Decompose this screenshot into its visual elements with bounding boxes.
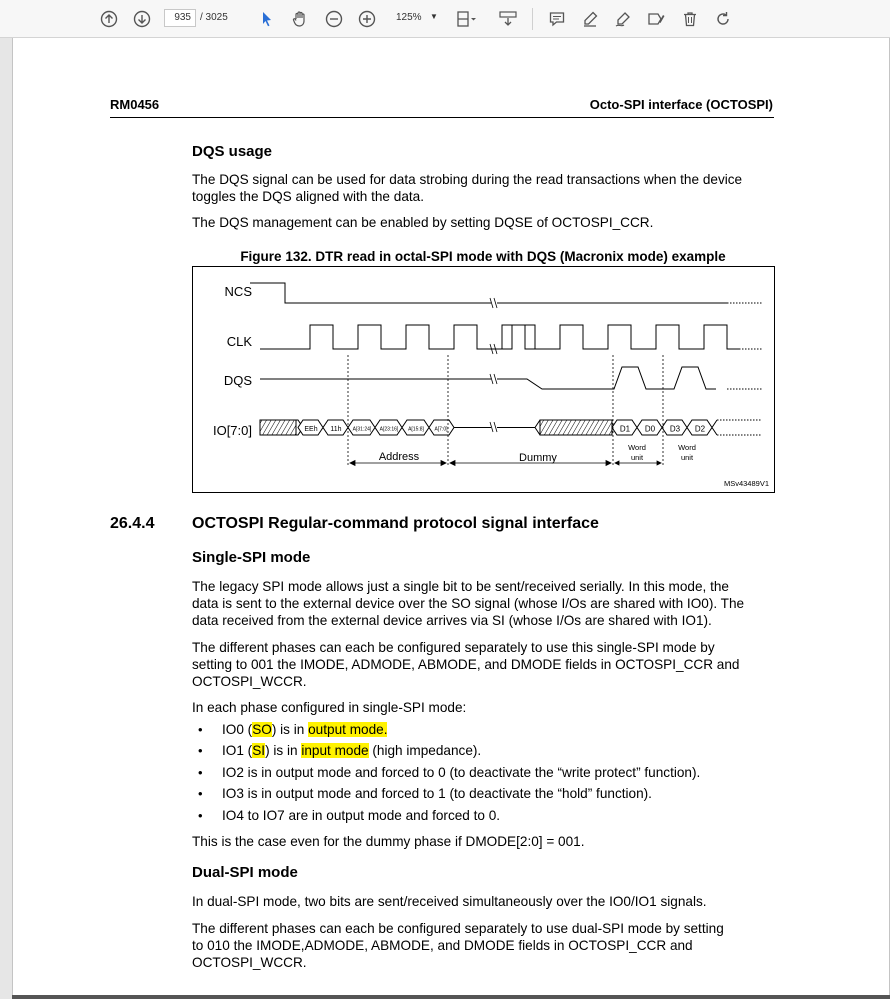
next-page-icon[interactable] [131,8,153,30]
pdf-toolbar [0,0,890,38]
dual-para-1: In dual-SPI mode, two bits are sent/received simultaneously over the IO0/IO1 signals. [192,894,707,909]
toolbar-divider [532,8,533,30]
single-para-1-line-3: data received from the external device arrives via SI (whose I/Os are shared with IO1). [192,613,712,628]
io-cell-d2: D2 [694,424,706,434]
word-unit-2-top: Word [678,443,696,452]
bullet-dot: • [198,743,203,758]
io-cell-a7-0: A[7:0] [434,426,448,433]
sign-icon[interactable] [612,8,634,30]
section-title: OCTOSPI Regular-command protocol signal interface [192,515,599,532]
single-para-4: This is the case even for the dummy phase if DMODE[2:0] = 001. [192,834,585,849]
section-header: Octo-SPI interface (OCTOSPI) [589,97,773,112]
doc-id: RM0456 [110,97,160,112]
io-cell-d3: D3 [669,424,681,434]
io-cell-eeh: EEh [304,426,318,433]
address-label: Address [378,451,420,463]
highlight-pen-icon[interactable] [579,8,601,30]
timing-diagram [192,266,775,493]
bullet-io4-7: IO4 to IO7 are in output mode and forced to 0. [222,808,501,823]
select-icon[interactable] [256,8,278,30]
dqs-para-1-line-1: The DQS signal can be used for data strobing during the read transactions when the device [192,172,743,187]
word-unit-2-bottom: unit [680,453,694,462]
dqs-para-1-line-2: toggles the DQS aligned with the data. [192,189,424,204]
io-cell-d0: D0 [644,424,656,434]
single-spi-heading: Single-SPI mode [192,549,311,566]
scroll-mode-icon[interactable] [497,8,519,30]
bullet-dot: • [198,808,203,823]
single-para-1-line-1: The legacy SPI mode allows just a single bit to be sent/received serially. In this mode, the [192,579,729,594]
dqs-para-2: The DQS management can be enabled by setting DQSE of OCTOSPI_CCR. [192,215,654,230]
trash-icon[interactable] [679,8,701,30]
dqs-usage-heading: DQS usage [192,143,273,160]
dummy-label: Dummy [519,452,557,464]
word-unit-1-bottom: unit [630,453,644,462]
single-para-2-line-1: The different phases can each be configured separately to use this single-SPI mode by [192,640,715,655]
zoom-value: 125% [396,12,422,23]
page-fit-icon[interactable] [455,8,477,30]
rotate-icon[interactable] [712,8,734,30]
ncs-waveform [250,283,762,308]
figure-ref: MSv43489V1 [723,479,769,488]
io-cell-11h: 11h [330,426,342,433]
dual-para-2-line-2: to 010 the IMODE,ADMODE, ABMODE, and DMODE fields in OCTOSPI_CCR and [192,938,693,953]
zoom-select[interactable] [388,9,440,27]
word-unit-1-top: Word [628,443,646,452]
comment-icon[interactable] [546,8,568,30]
io-cell-d1: D1 [619,424,631,434]
dqs-waveform [260,367,762,389]
timing-diagram-svg [193,267,774,492]
io-cell-a15-8: A[15:8] [408,426,424,433]
page-number-input[interactable]: 935 [164,9,196,27]
bullet-dot: • [198,786,203,801]
bullet-dot: • [198,722,203,737]
chevron-down-icon: ▼ [430,12,438,21]
bullet-io2: IO2 is in output mode and forced to 0 (to deactivate the “write protect” function). [222,765,701,780]
bullet-io1: IO1 (SI) is in input mode (high impedance). [222,743,482,758]
section-number: 26.4.4 [110,515,155,532]
page-total: / 3025 [200,12,228,23]
bullet-io0: IO0 (SO) is in output mode. [222,722,388,737]
ncs-label: NCS [224,284,252,299]
io-cell-a31-24: A[31:24] [352,426,372,433]
io-label: IO[7:0] [212,423,252,438]
previous-page-icon[interactable] [98,8,120,30]
single-para-1-line-2: data is sent to the external device over the SO signal (whose I/Os are shared with IO0). The [192,596,745,611]
header-rule [110,117,774,118]
dqs-label: DQS [223,373,252,388]
bullet-dot: • [198,765,203,780]
hand-icon[interactable] [289,8,311,30]
fill-sign-icon[interactable] [645,8,667,30]
single-para-3: In each phase configured in single-SPI mode: [192,700,467,715]
dual-spi-heading: Dual-SPI mode [192,864,298,881]
single-para-2-line-3: OCTOSPI_WCCR. [192,674,307,689]
figure-caption: Figure 132. DTR read in octal-SPI mode with DQS (Macronix mode) example [240,249,726,264]
dual-para-2-line-1: The different phases can each be configured separately to use dual-SPI mode by setting [192,921,724,936]
single-para-2-line-2: setting to 001 the IMODE, ADMODE, ABMODE, and DMODE fields in OCTOSPI_CCR and [192,657,740,672]
io-cell-a23-16: A[23:16] [379,426,399,433]
dual-para-2-line-3: OCTOSPI_WCCR. [192,955,307,970]
clk-waveform [260,325,762,354]
bullet-io3: IO3 is in output mode and forced to 1 (to deactivate the “hold” function). [222,786,652,801]
page-bottom-edge [12,995,890,999]
zoom-in-icon[interactable] [356,8,378,30]
zoom-out-icon[interactable] [323,8,345,30]
clk-label: CLK [226,334,252,349]
